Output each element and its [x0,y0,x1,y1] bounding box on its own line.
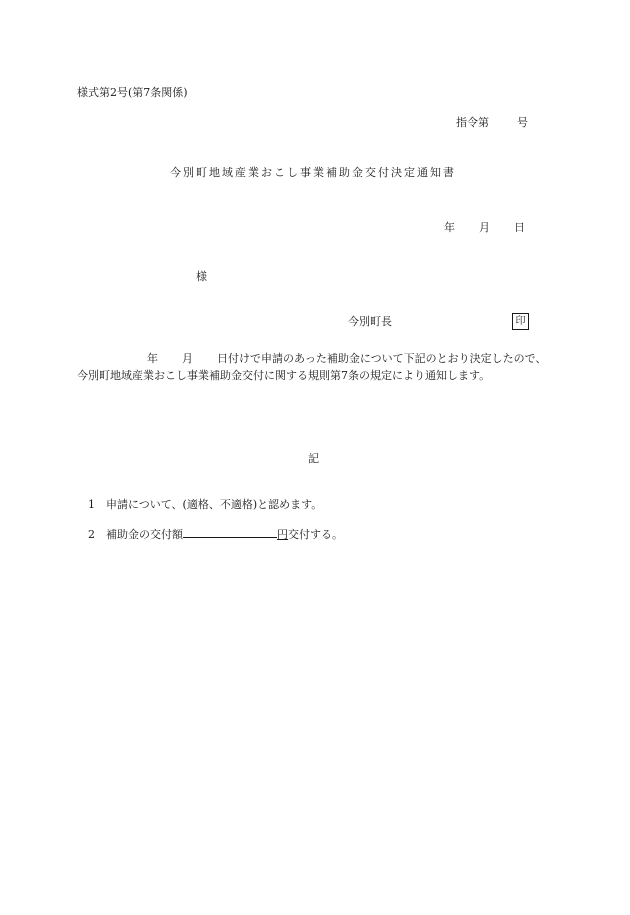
addressee [196,270,207,284]
item-text: 申請について、(適格、不適格)と認めます。 [106,498,323,511]
document-title [0,166,630,180]
addressee-honorific: 様 [196,270,207,283]
body-year: 年 [147,352,158,365]
body-paragraph [77,350,551,384]
body-text: 日付けで申請のあった補助金について下記のとおり決定したので、今別町地域産業おこし事業補助金交付に関する規則第7条の規定により通知します。 [77,352,547,382]
directive-prefix: 指令第 [456,116,489,129]
document-title-text: 今別町地域産業おこし事業補助金交付決定通知書 [170,166,456,179]
list-item [88,498,322,512]
body-month: 月 [182,352,193,365]
form-number: 様式第2号(第7条関係) [77,86,188,99]
issuer-name: 今別町長 [348,315,392,328]
issue-date [444,221,525,235]
item-unit: 円 [277,528,288,541]
directive-number [456,116,528,130]
date-year: 年 [444,221,455,234]
record-heading: 記 [308,452,319,465]
item-number: 2 [88,528,95,541]
item-label: 補助金の交付額 [106,528,183,541]
list-item [88,526,343,542]
directive-suffix: 号 [517,116,528,129]
amount-blank-line [183,526,277,538]
seal-stamp: 印 [512,313,529,330]
item-number: 1 [88,498,95,511]
date-day: 日 [514,221,525,234]
date-month: 月 [479,221,490,234]
item-tail: 交付する。 [288,528,343,541]
